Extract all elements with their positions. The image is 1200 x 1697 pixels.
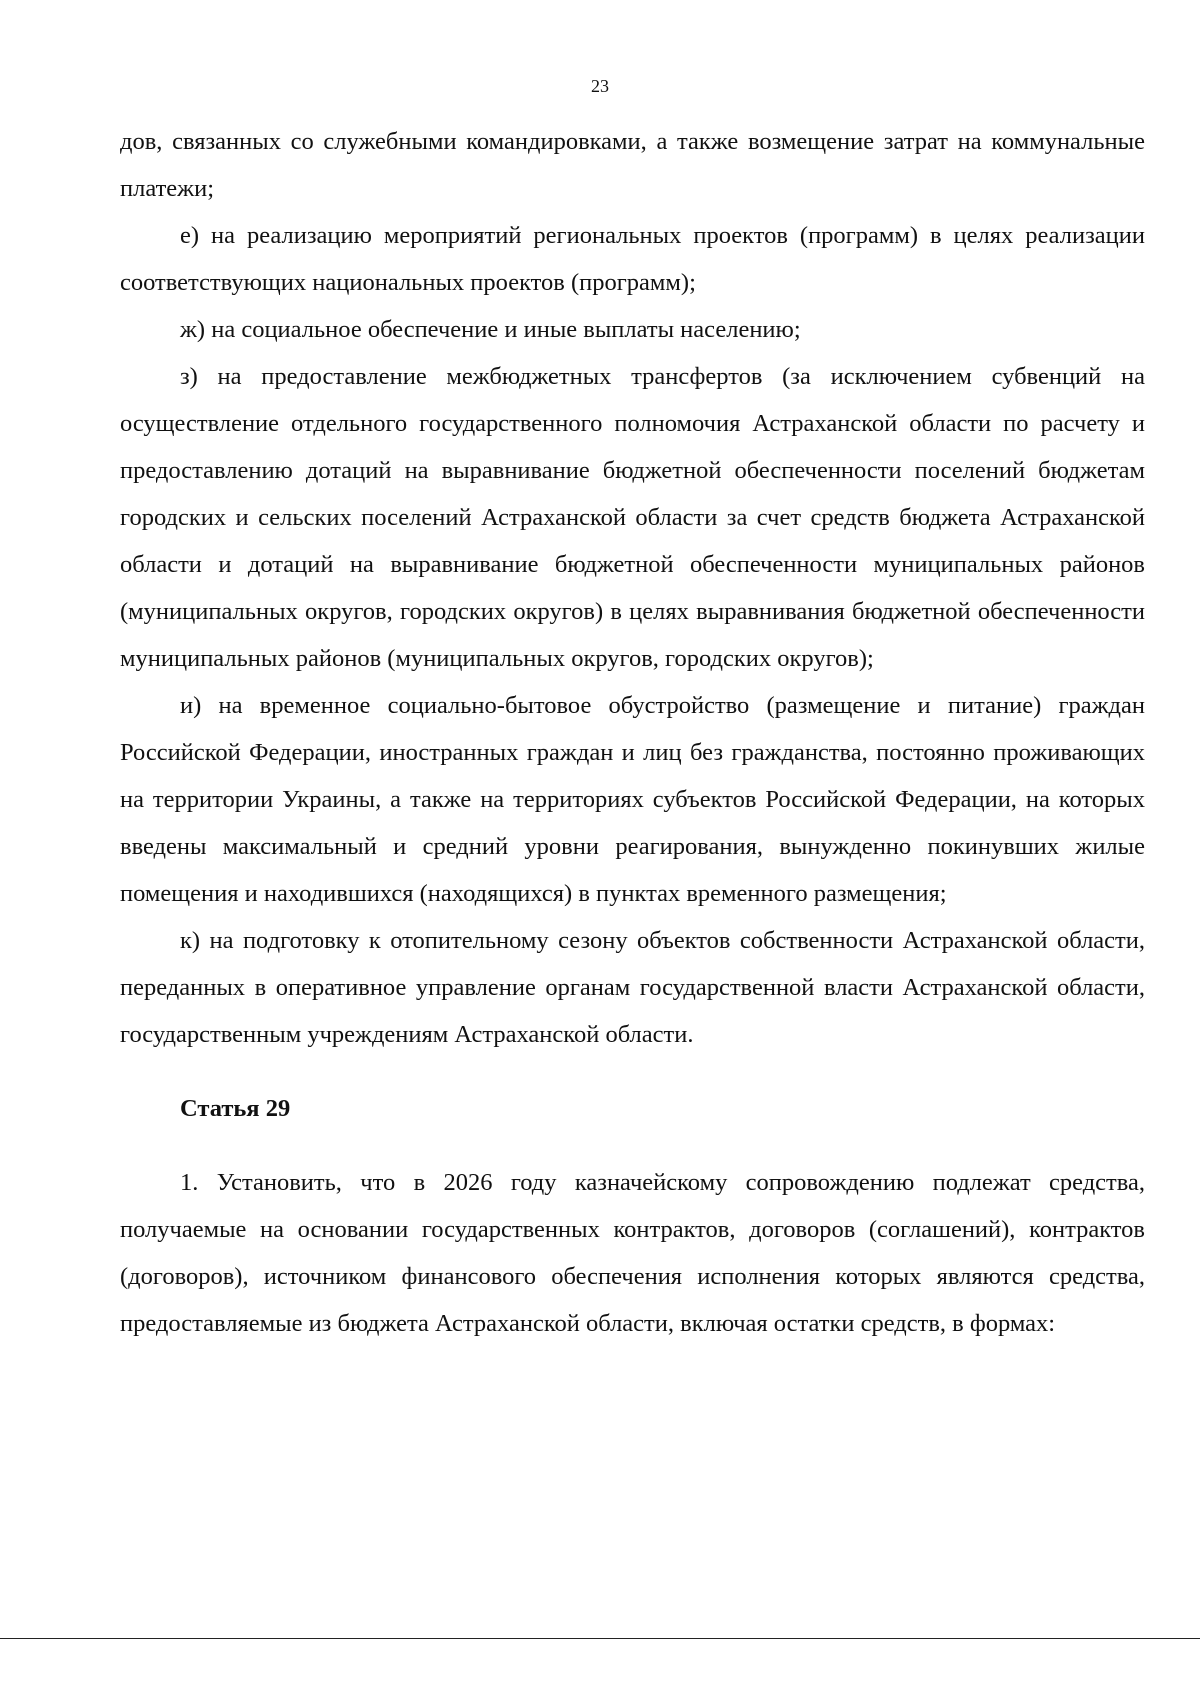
paragraph-item-zh: ж) на социальное обеспечение и иные выплаты населению; [180,316,801,343]
paragraph-continuation: дов, связанных со служебными командировками, а также возмещение затрат на коммунальные платежи; [120,128,1145,202]
article-paragraph-1: 1. Установить, что в 2026 году казначейскому сопровождению подлежат средства, получаемые на основании государственных контрактов, договоров (соглашений), контрактов (договоров), источником финансового обеспечения исполнения которых являются средства, предоставляемые из бюджета Астраханской области, включая остатки средств, в формах: [120,1169,1145,1337]
paragraph-item-i: и) на временное социально-бытовое обустройство (размещение и питание) граждан Российской Федерации, иностранных граждан и лиц без гражданства, постоянно проживающих на территории Украины, а также на территориях субъектов Российской Федерации, на которых введены максимальный и средний уровни реагирования, вынужденно покинувших жилые помещения и находившихся (находящихся) в пунктах временного размещения; [120,692,1145,907]
article-heading: Статья 29 [180,1095,291,1122]
paragraph-item-z: з) на предоставление межбюджетных трансфертов (за исключением субвенций на осуществление отдельного государственного полномочия Астраханской области по расчету и предоставлению дотаций на выравнивание бюджетной обеспеченности поселений бюджетам городских и сельских поселений Астраханской области за счет средств бюджета Астраханской области и дотаций на выравнивание бюджетной обеспеченности муниципальных районов (муниципальных округов, городских округов) в целях выравнивания бюджетной обеспеченности муниципальных районов (муниципальных округов, городских округов); [120,363,1145,672]
document-body [120,118,1145,1347]
footer-divider [0,1638,1200,1639]
paragraph-item-k: к) на подготовку к отопительному сезону объектов собственности Астраханской области, переданных в оперативное управление органам государственной власти Астраханской области, государственным учреждениям Астраханской области. [120,927,1145,1048]
page-number: 23 [591,76,609,96]
paragraph-item-e: е) на реализацию мероприятий региональных проектов (программ) в целях реализации соответствующих национальных проектов (программ); [120,222,1145,296]
